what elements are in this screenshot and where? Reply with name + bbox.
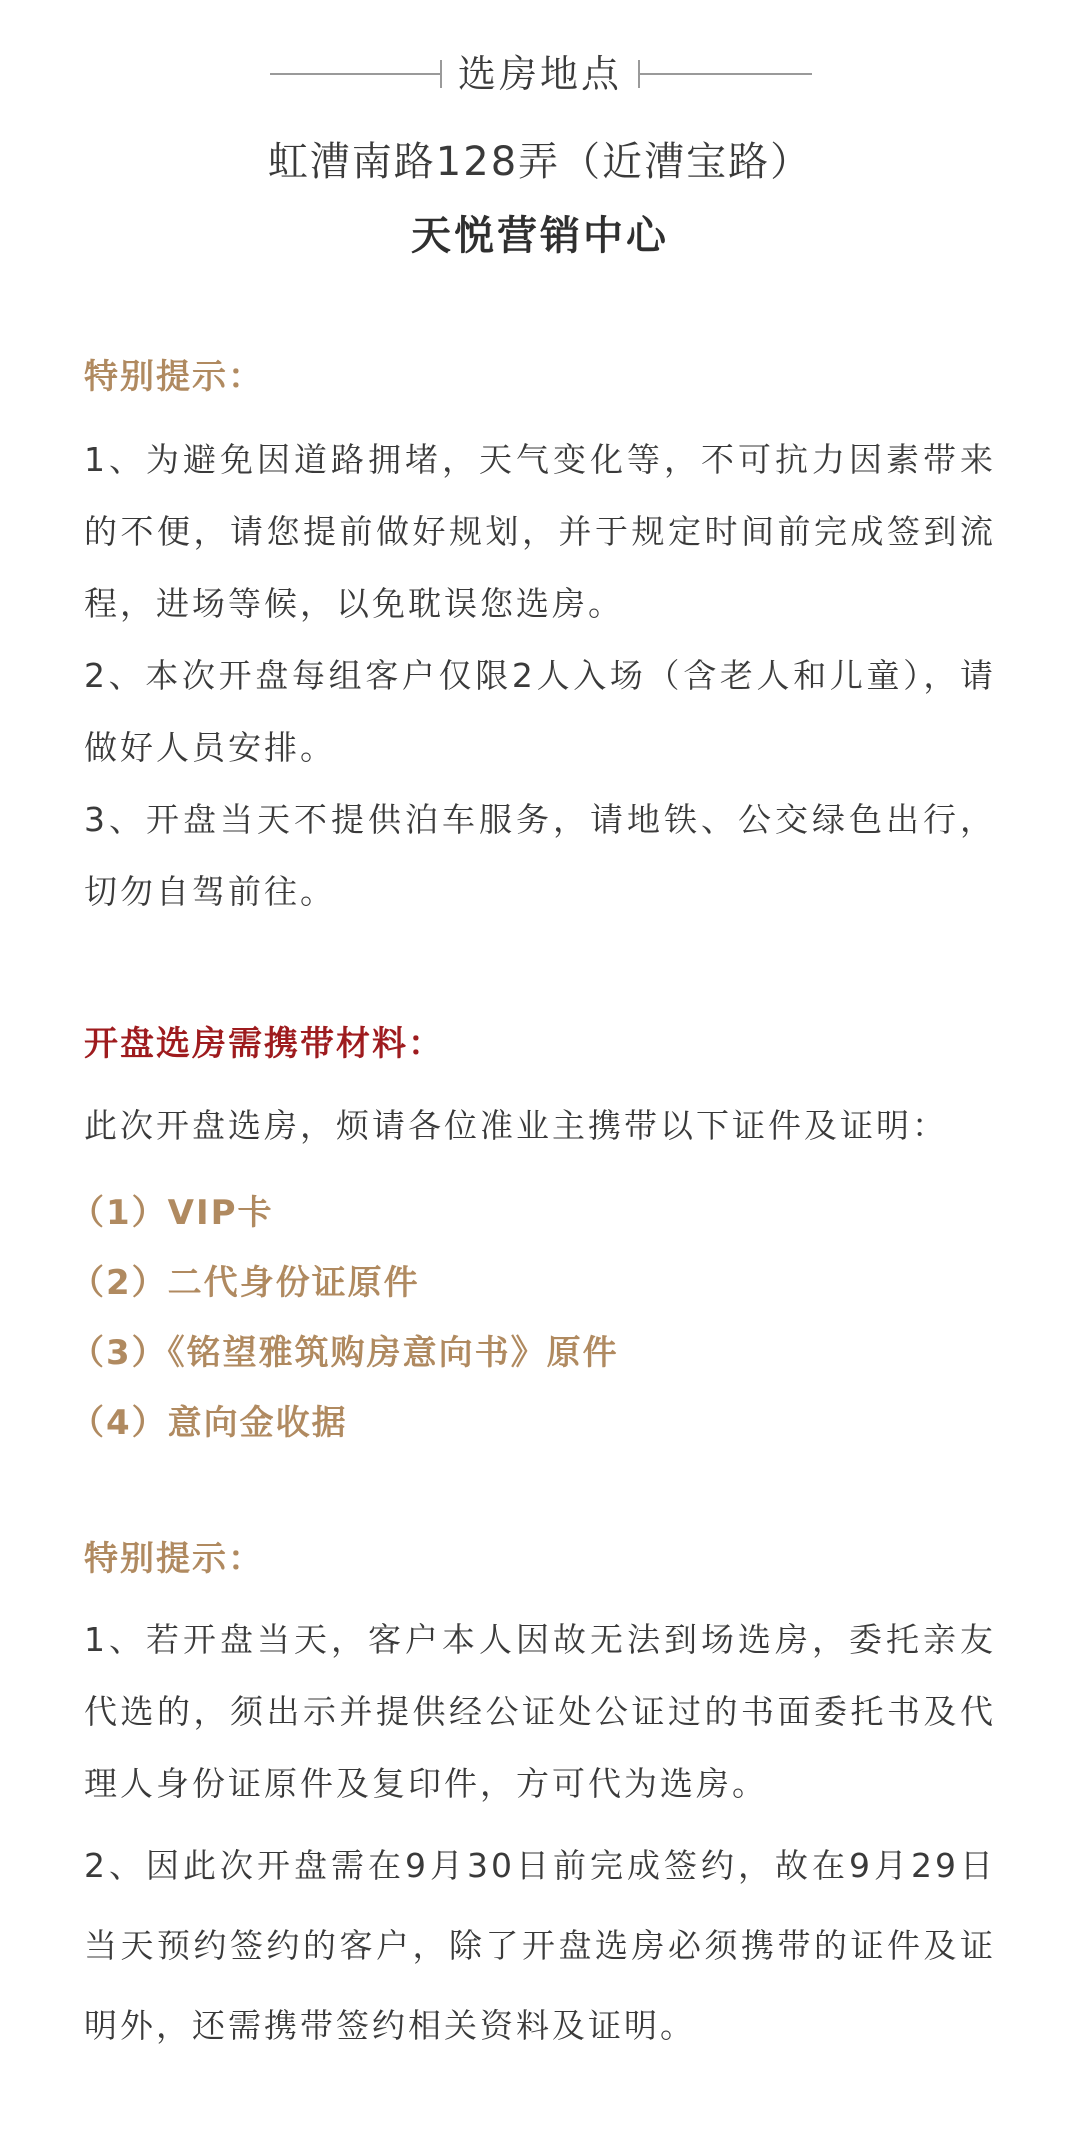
tips2-title: 特别提示：: [84, 1539, 264, 1579]
materials-item-4: （4）意向金收据: [70, 1403, 348, 1443]
tips2-item-1-block: [84, 1604, 996, 1820]
materials-item-2: （2）二代身份证原件: [70, 1263, 420, 1303]
tips2-item-1: 1、若开盘当天，客户本人因故无法到场选房，委托亲友代选的，须出示并提供经公证处公证过的书面委托书及代理人身份证原件及复印件，方可代为选房。: [84, 1620, 996, 1803]
tips2-item-2-block: [84, 1826, 996, 2066]
tips1-item-2-block: [84, 640, 996, 784]
tips1-item-1-block: [84, 424, 996, 640]
tips1-item-2: 2、本次开盘每组客户仅限2人入场（含老人和儿童），请做好人员安排。: [84, 656, 996, 767]
center-name: 天悦营销中心: [411, 213, 669, 259]
tips2-title-block: [84, 1535, 996, 1583]
tips1-item-3: 3、开盘当天不提供泊车服务，请地铁、公交绿色出行，切勿自驾前往。: [84, 800, 996, 911]
materials-item-1: （1）VIP卡: [70, 1193, 274, 1233]
address: 虹漕南路128弄（近漕宝路）: [267, 139, 813, 185]
tips1-item-3-block: [84, 784, 996, 928]
section-header: [0, 48, 1080, 100]
materials-intro: 此次开盘选房，烦请各位准业主携带以下证件及证明：: [84, 1106, 948, 1145]
materials-item-3: （3）《铭望雅筑购房意向书》原件: [70, 1333, 619, 1373]
tips2-item-2: 2、因此次开盘需在9月30日前完成签约，故在9月29日当天预约签约的客户，除了开盘选房必须携带的证件及证明外，还需携带签约相关资料及证明。: [84, 1846, 996, 2045]
tips1-title: 特别提示：: [84, 357, 264, 397]
materials-title: 开盘选房需携带材料：: [84, 1024, 444, 1064]
header-divider-right: [640, 73, 812, 75]
materials-title-block: [84, 1020, 996, 1068]
header-title: 选房地点: [457, 52, 622, 96]
tips1-item-1: 1、为避免因道路拥堵，天气变化等，不可抗力因素带来的不便，请您提前做好规划，并于规定时间前完成签到流程，进场等候，以免耽误您选房。: [84, 440, 996, 623]
tips1-title-block: [84, 353, 996, 401]
materials-intro-block: [84, 1090, 996, 1162]
